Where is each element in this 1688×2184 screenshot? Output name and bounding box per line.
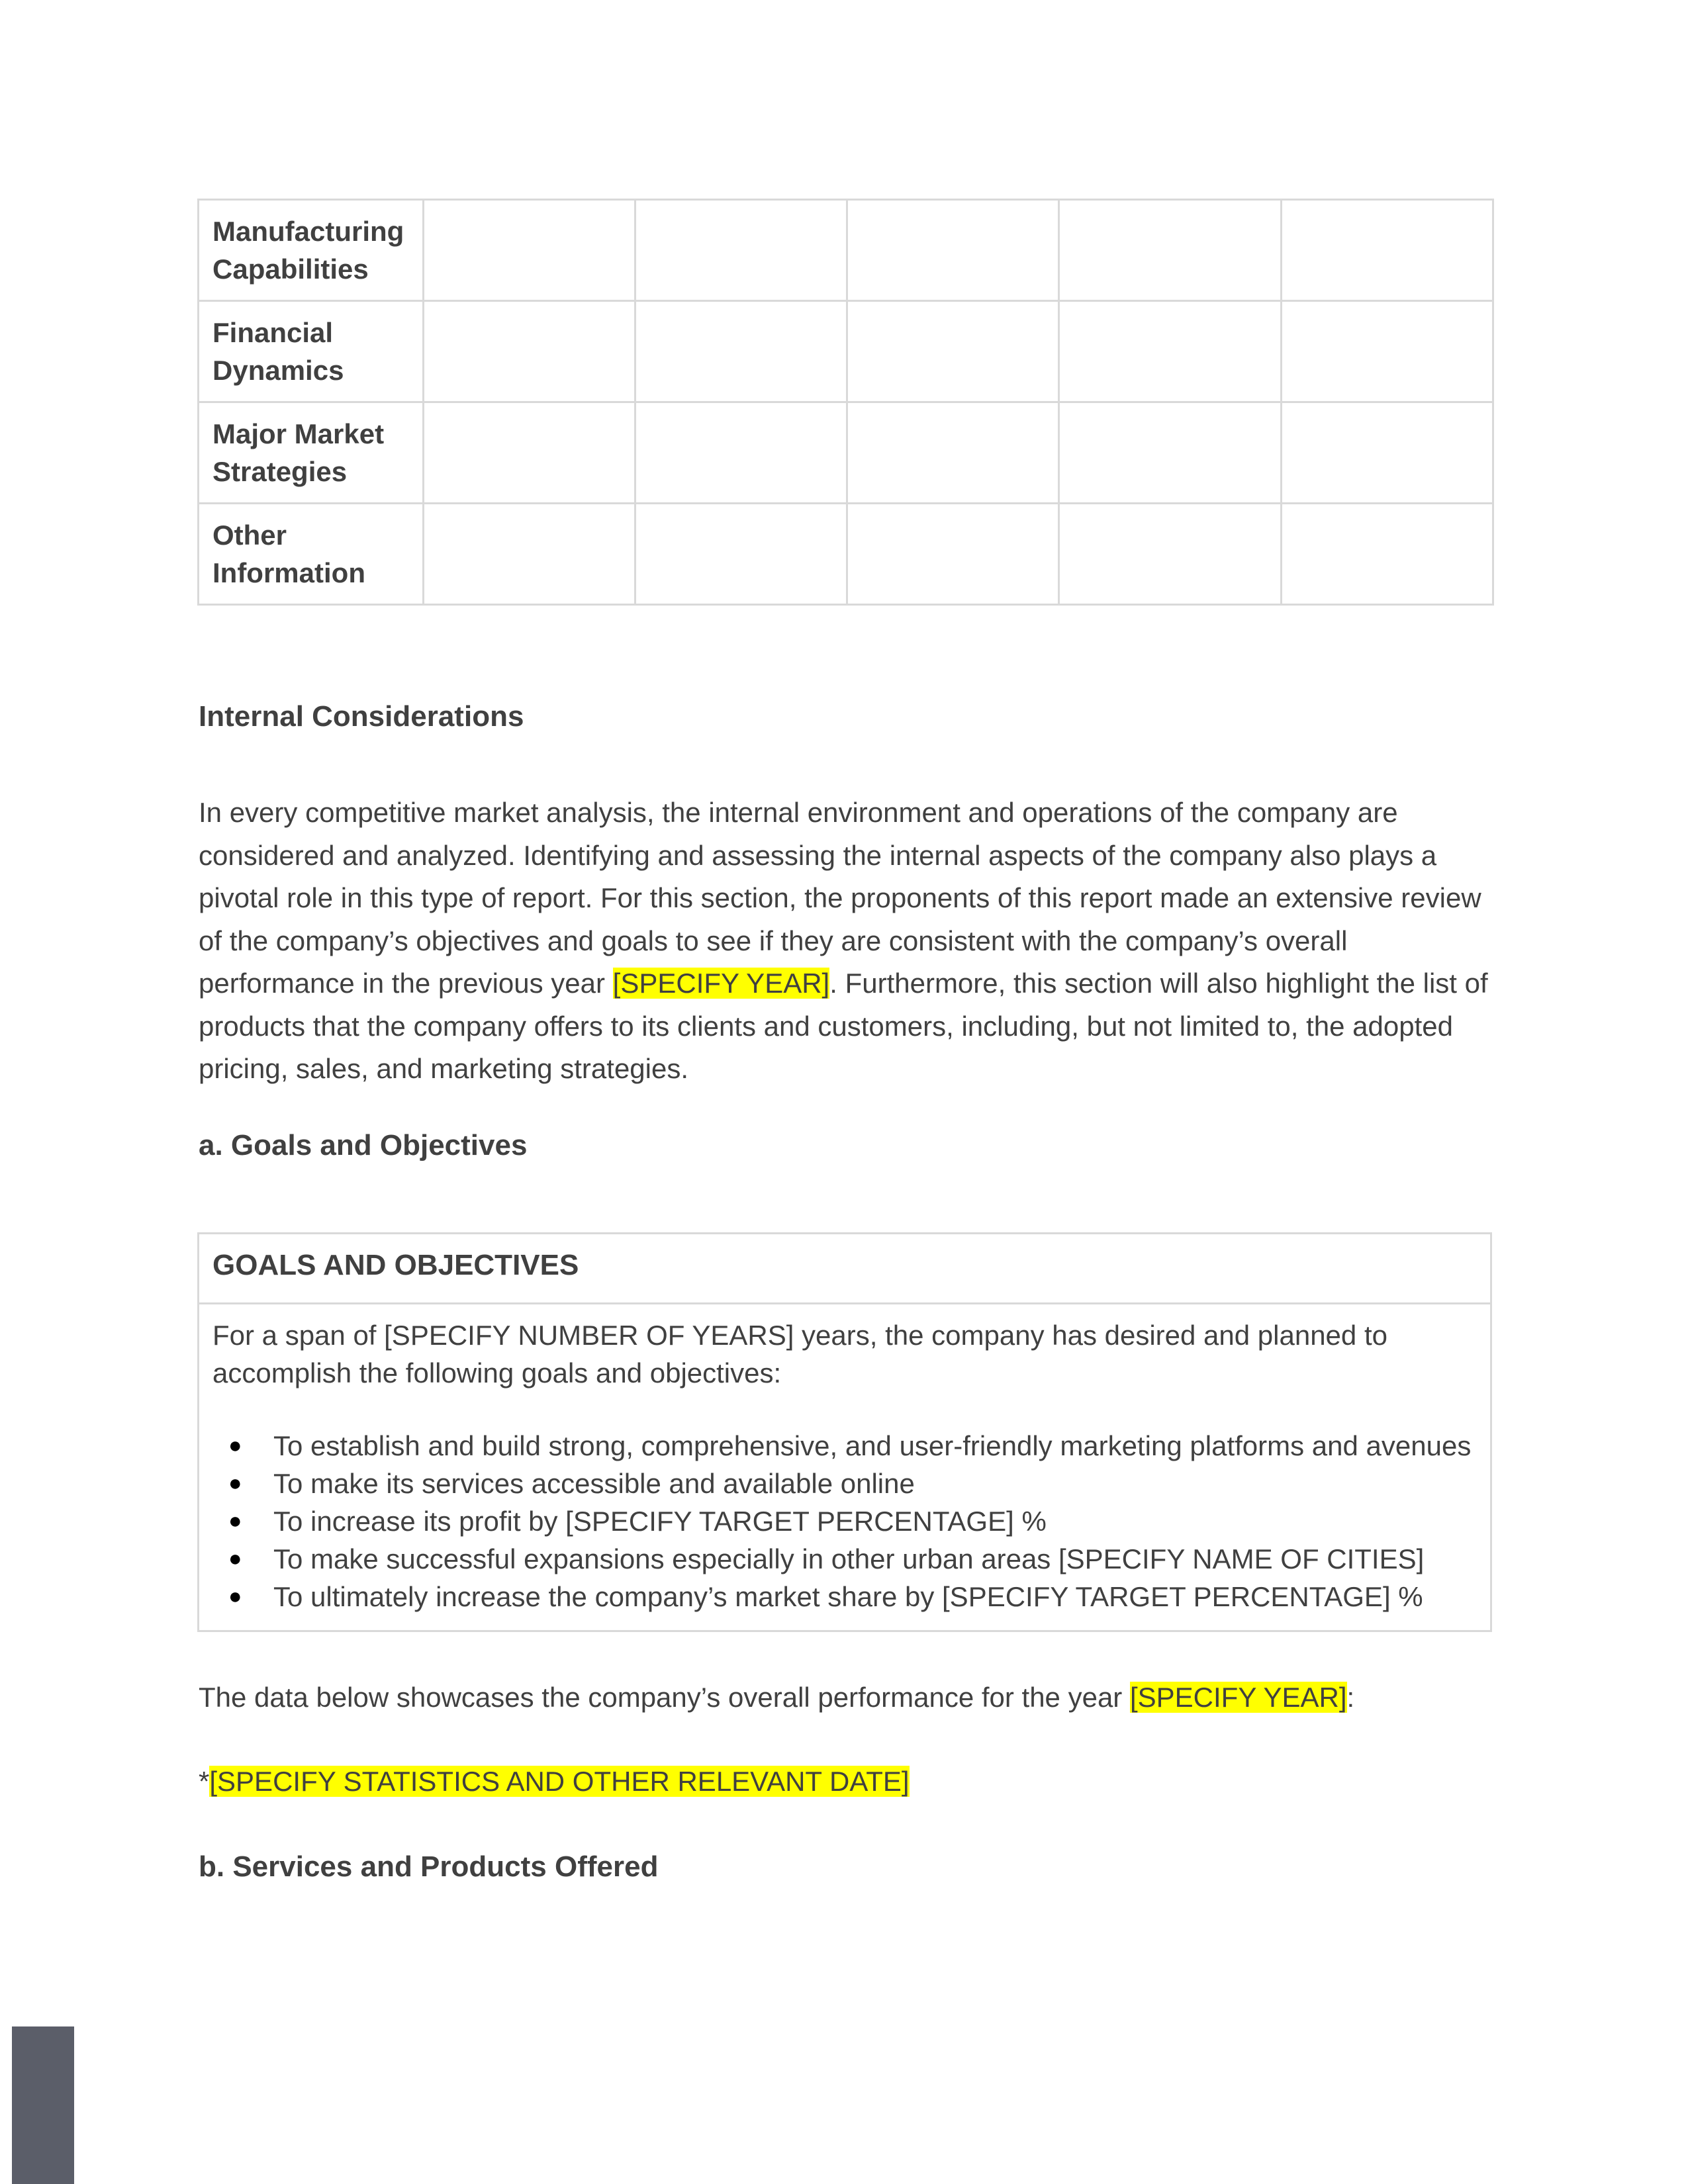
table-cell xyxy=(1059,200,1282,301)
competitor-comparison-table xyxy=(197,199,1494,606)
performance-text: The data below showcases the company’s overall performance for the year xyxy=(199,1682,1130,1713)
table-cell xyxy=(847,301,1059,402)
table-cell xyxy=(424,504,635,605)
bullet-icon: ● xyxy=(228,1433,242,1458)
table-cell xyxy=(635,504,847,605)
statistics-placeholder xyxy=(199,1760,1496,1803)
internal-considerations-heading: Internal Considerations xyxy=(199,700,524,733)
goals-objectives-box xyxy=(197,1232,1492,1632)
table-cell xyxy=(847,200,1059,301)
list-item-text: To increase its profit by [SPECIFY TARGET PERCENTAGE] % xyxy=(273,1506,1047,1537)
table-row xyxy=(199,301,1493,402)
list-item xyxy=(199,1540,1490,1578)
list-item xyxy=(199,1578,1490,1615)
row-label: Manufacturing Capabilities xyxy=(199,200,424,301)
table-cell xyxy=(1059,301,1282,402)
list-item-text: To make its services accessible and available online xyxy=(273,1468,915,1499)
list-item xyxy=(199,1427,1490,1465)
goals-list xyxy=(199,1427,1490,1615)
table-cell xyxy=(1059,402,1282,504)
specify-year-highlight: [SPECIFY YEAR] xyxy=(1129,1682,1347,1713)
list-item-text: To ultimately increase the company’s market share by [SPECIFY TARGET PERCENTAGE] % xyxy=(273,1581,1423,1612)
table-cell xyxy=(635,200,847,301)
goals-box-title: GOALS AND OBJECTIVES xyxy=(199,1234,1490,1304)
performance-colon: : xyxy=(1346,1682,1355,1713)
specify-year-highlight: [SPECIFY YEAR] xyxy=(612,968,830,999)
row-label: Major Market Strategies xyxy=(199,402,424,504)
table-cell xyxy=(847,504,1059,605)
bullet-icon: ● xyxy=(228,1508,242,1533)
asterisk: * xyxy=(199,1766,210,1797)
performance-sentence xyxy=(199,1676,1496,1719)
list-item xyxy=(199,1502,1490,1540)
list-item-text: To establish and build strong, comprehensive, and user-friendly marketing platforms and avenues xyxy=(273,1430,1472,1461)
specify-statistics-highlight: [SPECIFY STATISTICS AND OTHER RELEVANT DATE] xyxy=(209,1766,910,1797)
row-label: Financial Dynamics xyxy=(199,301,424,402)
goals-objectives-heading: a. Goals and Objectives xyxy=(199,1129,528,1161)
table-cell xyxy=(635,402,847,504)
row-label: Other Information xyxy=(199,504,424,605)
bullet-icon: ● xyxy=(228,1584,242,1609)
table-cell xyxy=(424,301,635,402)
paragraph-text: In every competitive market analysis, the internal environment and operations of the company are considered and analyzed. Identifying and assessing the internal aspects of the company also plays a pivotal role in this type of report. For this section, the proponents of this report made an extensive review of the company’s objectives and goals to see if they are consistent with the company’s overall performance in the previous year xyxy=(199,797,1481,999)
table-row xyxy=(199,402,1493,504)
table-cell xyxy=(1059,504,1282,605)
goals-intro-text: For a span of [SPECIFY NUMBER OF YEARS] years, the company has desired and planned to accomplish the following goals and objectives: xyxy=(212,1320,1387,1388)
table-row xyxy=(199,504,1493,605)
table-cell xyxy=(1282,301,1493,402)
internal-considerations-paragraph xyxy=(199,792,1496,1091)
table-row xyxy=(199,200,1493,301)
table-cell xyxy=(1282,504,1493,605)
table-cell xyxy=(1282,402,1493,504)
bullet-icon: ● xyxy=(228,1546,242,1571)
table-cell xyxy=(635,301,847,402)
bullet-icon: ● xyxy=(228,1471,242,1496)
table-cell xyxy=(1282,200,1493,301)
list-item-text: To make successful expansions especially in other urban areas [SPECIFY NAME OF CITIES] xyxy=(273,1543,1425,1574)
page-edge-tab xyxy=(12,2026,74,2184)
list-item xyxy=(199,1465,1490,1502)
paragraph-text-continued: . Furthermore, this section will also highlight the list of products that the company offers to its clients and customers, including, but not limited to, the adopted pricing, sales, and marketing strategies. xyxy=(199,968,1488,1084)
services-products-heading: b. Services and Products Offered xyxy=(199,1850,659,1883)
table-cell xyxy=(847,402,1059,504)
table-cell xyxy=(424,402,635,504)
table-cell xyxy=(424,200,635,301)
